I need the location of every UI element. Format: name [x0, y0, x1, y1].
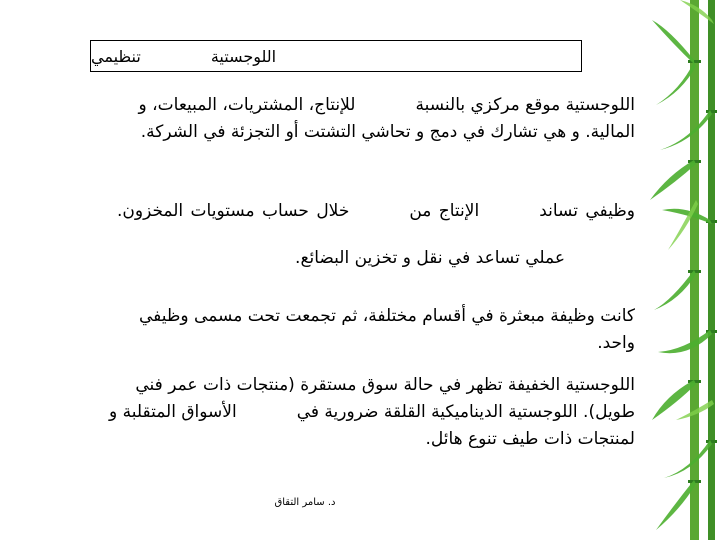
p5-line-1: اللوجستية الخفيفة تظهر في حالة سوق مستقرة (منتجات ذات عمر فني [135, 375, 635, 395]
title-box [90, 40, 582, 72]
title-left: تنظيمي [91, 46, 141, 66]
p4-line-2: واحد. [597, 333, 635, 353]
paragraph-4 [75, 303, 635, 357]
p2-part-b: الإنتاج من [409, 201, 480, 221]
p5-line-2b: الأسواق المتقلبة و [108, 402, 237, 422]
paragraph-3: عملي تساعد في نقل و تخزين البضائع. [295, 248, 565, 268]
p1-part-b: للإنتاج، المشتريات، المبيعات، و [138, 95, 356, 115]
paragraph-5 [75, 372, 635, 453]
p1-part-a: اللوجستية موقع مركزي بالنسبة [415, 95, 635, 115]
p5-line-3: لمنتجات ذات طيف تنوع هائل. [425, 429, 635, 449]
paragraph-1 [75, 92, 635, 146]
p2-part-a: وظيفي تساند [539, 201, 635, 221]
p1-line-2: المالية. و هي تشارك في دمج و تحاشي التشتت أو التجزئة في الشركة. [140, 122, 635, 142]
p4-line-1: كانت وظيفة مبعثرة في أقسام مختلفة، ثم تجمعت تحت مسمى وظيفي [138, 306, 635, 326]
author-footer: د. سامر التقاق [274, 497, 336, 508]
p5-line-2a: طويل). اللوجستية الديناميكية القلقة ضرورية في [296, 402, 635, 422]
paragraph-2 [75, 198, 635, 225]
p2-part-c: خلال حساب مستويات المخزون. [116, 201, 350, 221]
bamboo-decoration-icon [650, 0, 720, 540]
title-right: اللوجستية [210, 46, 277, 66]
